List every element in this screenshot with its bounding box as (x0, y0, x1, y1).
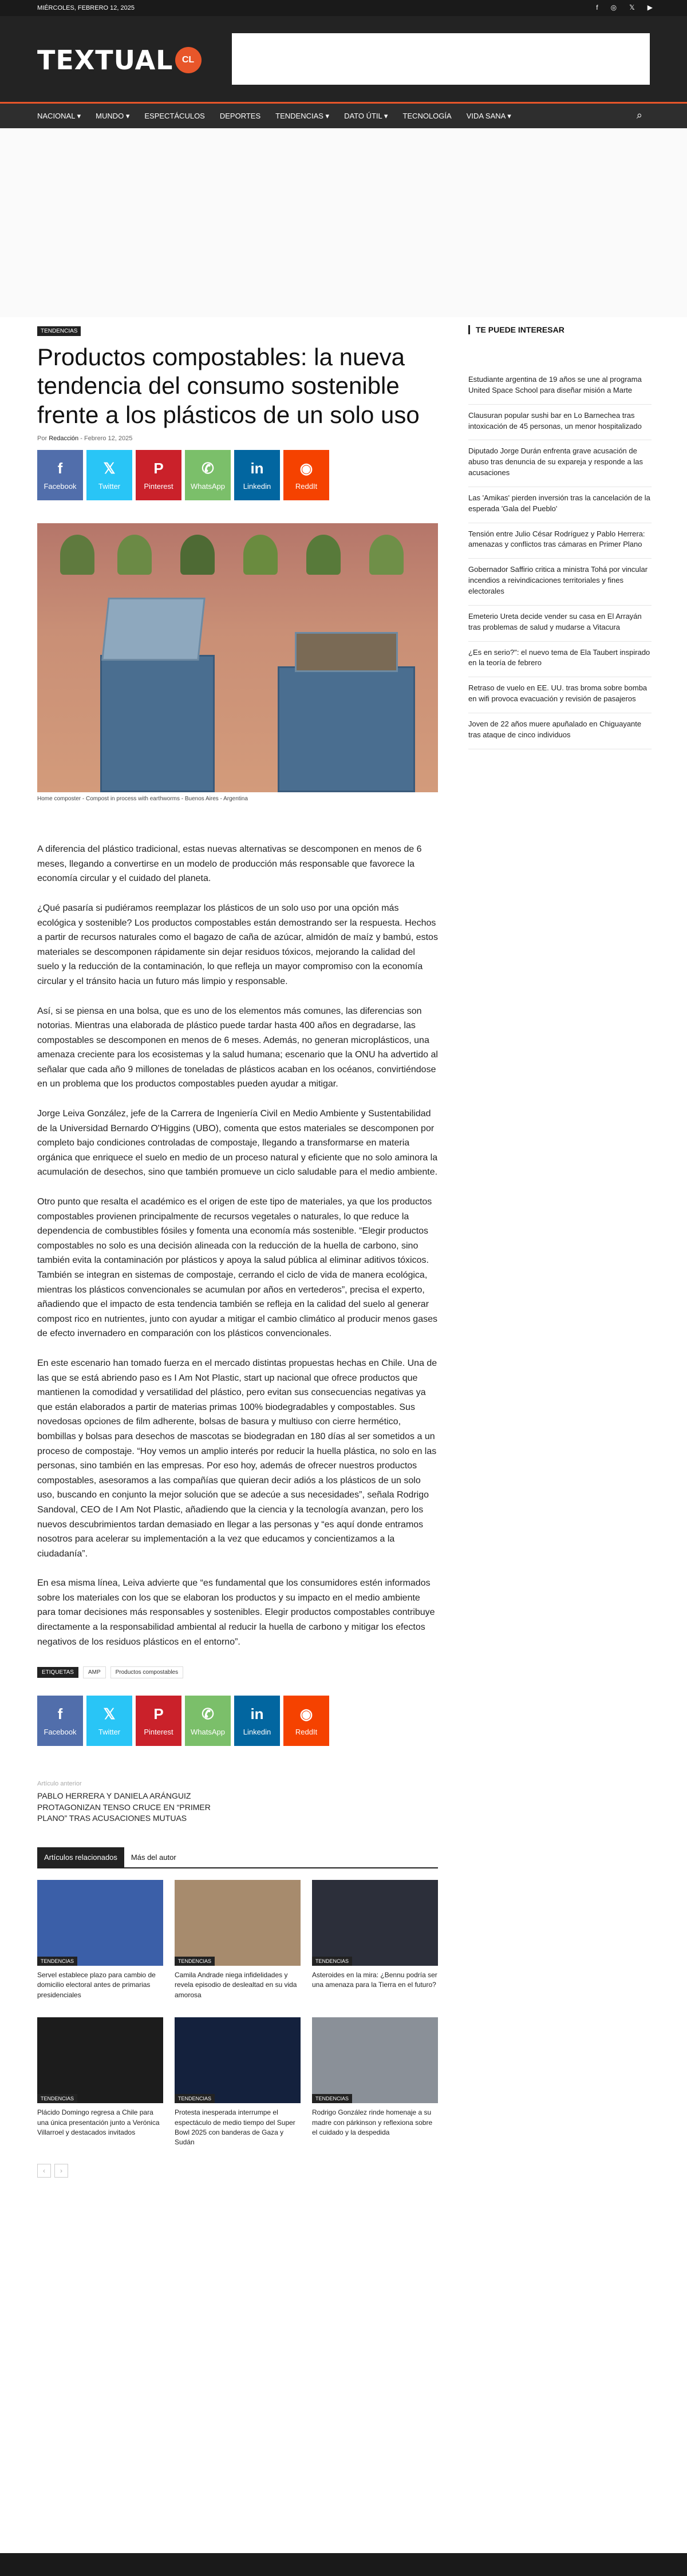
related-thumbnail[interactable]: TENDENCIAS (312, 1880, 438, 1966)
share-pinterest-button[interactable]: P Pinterest (136, 1696, 181, 1746)
sidebar-link[interactable]: Gobernador Saffirio critica a ministra Tohá por vincular incendios a reivindicaciones territoriales y fines electorales (468, 559, 652, 606)
paragraph: Jorge Leiva González, jefe de la Carrera de Ingeniería Civil en Medio Ambiente y Sustentabilidad de la Universidad Bernardo O'Higgins (UBO), comenta que estos materiales se descomponen por completo bajo condiciones controladas de compostaje, llegando a transformarse en materia orgánica que enriquece el suelo en medio de un proceso natural y eficiente que no solo aminora la acumulación de desechos, sino que también promueve un ciclo saludable para el medio ambiente. (37, 1109, 438, 1178)
pinterest-icon: P (153, 460, 164, 477)
related-title[interactable]: Servel establece plazo para cambio de domicilio electoral antes de primarias presidenciales (37, 1971, 156, 1999)
youtube-icon[interactable]: ▶ (647, 3, 653, 11)
related-card[interactable] (37, 2017, 163, 2148)
sidebar (468, 325, 652, 749)
paragraph: Otro punto que resalta el académico es el origen de este tipo de materiales, ya que los productos compostables provienen principalmente de recursos vegetales o naturales, lo que reduce la dependencia de combustibles fósiles y fomenta una economía más sostenible. “Elegir productos compostables no solo es una decisión alineada con la reducción de la huella de carbono, sino también evita la contaminación por plásticos y apoya la salud pública al eliminar aditivos tóxicos. También se integran en sistemas de compostaje, cerrando el ciclo de vida de manera ecológica, mientras los plásticos convencionales se acumulan por años en vertederos”, precisa el experto, añadiendo que el impacto de esta tendencia también se refleja en la calidad del suelo al generar compost rico en nutrientes, junto con ayudar a mitigar el cambio climático al producir menos gases de efecto invernadero en comparación con los plásticos convencionales. (37, 1197, 437, 1339)
share-facebook-button[interactable]: f Facebook (37, 450, 83, 500)
share-buttons-top (37, 450, 438, 500)
site-header (0, 16, 687, 102)
related-title[interactable]: Camila Andrade niega infidelidades y revela episodio de deslealtad en su vida amorosa (175, 1971, 297, 1999)
linkedin-icon: in (250, 460, 264, 477)
sidebar-link[interactable]: Diputado Jorge Durán enfrenta grave acusación de abuso tras denuncia de su expareja y responde a las acusaciones (468, 440, 652, 487)
related-pager (37, 2164, 438, 2178)
related-card[interactable] (175, 2017, 301, 2148)
share-twitter-button[interactable]: 𝕏 Twitter (86, 1696, 132, 1746)
top-bar (0, 0, 687, 16)
whatsapp-icon: ✆ (202, 460, 214, 477)
sidebar-link[interactable]: Tensión entre Julio César Rodríguez y Pablo Herrera: amenazas y conflictos tras cámaras en Primer Plano (468, 523, 652, 559)
related-card[interactable] (37, 1880, 163, 2000)
share-buttons-bottom (37, 1696, 438, 1746)
paragraph: En este escenario han tomado fuerza en el mercado distintas propuestas hechas en Chile. Una de las que se está abriendo paso es I Am Not Plastic, start up nacional que ofrece productos que mantienen la comodidad y versatilidad del plástico, pero evitan sus consecuencias negativas ya que están elaborados a partir de materias primas 100% biodegradables y compostables. Sus novedosas opciones de film adherente, bolsas de basura y multiuso con cierre hermético, bombillas y bolsas para desechos de mascotas se biodegradan en 180 días al ser sometidos a un proceso de compostaje. “Hoy vemos un amplio interés por reducir la huella plástica, no solo en las personas, sino también en las empresas. Por eso hoy, además de ofrecer nuestros productos compostables, asesoramos a las compañías que quieran decir adiós a los plásticos de un solo uso, buscando en conjunto la mejor solución que se adecúe a sus necesidades”, señala Rodrigo Sandoval, CEO de I Am Not Plastic, añadiendo que la ciencia y la tecnología avanzan, pero los nuevos descubrimientos tardan demasiado en llegar a las personas y “es aquí donde entramos nosotros para acelerar su implementación a la vez que educamos y concientizamos a la ciudadanía”. (37, 1358, 437, 1559)
share-linkedin-button[interactable]: in Linkedin (234, 1696, 280, 1746)
main-nav (0, 102, 687, 128)
logo-text: TEXTUAL (37, 45, 173, 76)
nav-item-nacional[interactable]: NACIONAL ▾ (37, 112, 81, 120)
prev-page-button[interactable]: ‹ (37, 2164, 51, 2178)
sidebar-heading: TE PUEDE INTERESAR (468, 325, 652, 334)
share-twitter-button[interactable]: 𝕏 Twitter (86, 450, 132, 500)
social-links (596, 3, 653, 11)
related-card[interactable] (175, 1880, 301, 2000)
author-link[interactable]: Redacción (49, 435, 79, 442)
related-title[interactable]: Protesta inesperada interrumpe el espectáculo de medio tiempo del Super Bowl 2025 con banderas de Gaza y Sudán (175, 2108, 295, 2147)
previous-article-label: Artículo anterior (37, 1780, 82, 1788)
sidebar-link[interactable]: Emeterio Ureta decide vender su casa en El Arrayán tras problemas de salud y mudarse a Vitacura (468, 606, 652, 642)
current-date: MIÉRCOLES, FEBRERO 12, 2025 (37, 5, 135, 11)
x-icon: 𝕏 (103, 460, 116, 477)
facebook-icon: f (57, 1705, 63, 1723)
share-pinterest-button[interactable]: P Pinterest (136, 450, 181, 500)
whatsapp-icon: ✆ (202, 1705, 214, 1723)
image-caption: Home composter - Compost in process with earthworms - Buenos Aires - Argentina (37, 796, 248, 803)
related-card[interactable] (312, 2017, 438, 2148)
related-card[interactable] (312, 1880, 438, 2000)
instagram-icon[interactable]: ◎ (610, 3, 617, 11)
related-thumbnail[interactable]: TENDENCIAS (175, 1880, 301, 1966)
related-title[interactable]: Plácido Domingo regresa a Chile para una única presentación junto a Verónica Villarroel y destacados invitados (37, 2108, 160, 2136)
share-reddit-button[interactable]: ◉ ReddIt (283, 1696, 329, 1746)
nav-item-tecnologia[interactable]: TECNOLOGÍA (402, 112, 452, 120)
tags (37, 1666, 438, 1678)
site-logo[interactable] (37, 45, 202, 76)
facebook-icon[interactable]: f (596, 3, 598, 11)
sidebar-link[interactable]: Joven de 22 años muere apuñalado en Chiguayante tras ataque de cinco individuos (468, 713, 652, 749)
paragraph: ¿Qué pasaría si pudiéramos reemplazar los plásticos de un solo uso por una opción más ecológica y sostenible? Los productos compostables están demostrando ser la respuesta. Hechos a partir de recursos naturales como el bagazo de caña de azúcar, almidón de maíz y bambú, estos materiales se descomponen rápidamente sin dejar residuos tóxicos, mejorando la calidad del suelo y la reducción de la contaminación, lo que refleja un mayor compromiso con la economía circular y el tránsito hacia un futuro más limpio y responsable. (37, 903, 438, 986)
linkedin-icon: in (250, 1705, 264, 1723)
header-ad-banner[interactable] (232, 33, 650, 85)
sidebar-link[interactable]: Las 'Amikas' pierden inversión tras la cancelación de la esperada 'Gala del Pueblo' (468, 487, 652, 523)
related-articles (37, 1847, 438, 2178)
sidebar-link[interactable]: Retraso de vuelo en EE. UU. tras broma sobre bomba en wifi provoca evacuación y revisión de pasajeros (468, 677, 652, 713)
article-meta: Por Redacción - Febrero 12, 2025 (37, 435, 133, 442)
sidebar-link[interactable]: Estudiante argentina de 19 años se une al programa United Space School para diseñar misión a Marte (468, 369, 652, 405)
share-reddit-button[interactable]: ◉ ReddIt (283, 450, 329, 500)
nav-item-espectaculos[interactable]: ESPECTÁCULOS (144, 112, 205, 120)
share-facebook-button[interactable]: f Facebook (37, 1696, 83, 1746)
featured-image (37, 523, 438, 792)
nav-item-dato-util[interactable]: DATO ÚTIL ▾ (344, 112, 388, 120)
related-title[interactable]: Asteroides en la mira: ¿Bennu podría ser una amenaza para la Tierra en el futuro? (312, 1971, 437, 1989)
tag-link[interactable]: AMP (83, 1666, 106, 1678)
article (37, 325, 438, 2178)
category-tag[interactable]: TENDENCIAS (37, 326, 81, 336)
sidebar-link[interactable]: ¿Es en serio?": el nuevo tema de Ela Taubert inspirado en la teoría de febrero (468, 642, 652, 678)
tag-link[interactable]: Productos compostables (110, 1666, 184, 1678)
search-icon[interactable]: ⌕ (636, 109, 642, 121)
nav-item-deportes[interactable]: DEPORTES (219, 112, 261, 120)
article-body (37, 842, 438, 1649)
related-title[interactable]: Rodrigo González rinde homenaje a su madre con párkinson y reflexiona sobre el cuidado y la despedida (312, 2108, 433, 2136)
tab-related[interactable]: Artículos relacionados (37, 1847, 124, 1867)
related-thumbnail[interactable]: TENDENCIAS (175, 2017, 301, 2103)
share-whatsapp-button[interactable]: ✆ WhatsApp (185, 1696, 231, 1746)
tags-label: ETIQUETAS (37, 1667, 78, 1678)
article-date: Febrero 12, 2025 (84, 435, 133, 442)
reddit-icon: ◉ (299, 460, 313, 477)
share-linkedin-button[interactable]: in Linkedin (234, 450, 280, 500)
facebook-icon: f (57, 460, 63, 477)
logo-badge: CL (175, 47, 202, 73)
paragraph: En esa misma línea, Leiva advierte que “es fundamental que los consumidores estén informados sobre los materiales con los que se elaboran los productos y su impacto en el medio ambiente para tomar decisiones más responsables y sostenibles. Elegir productos compostables contribuye directamente a la responsabilidad ambiental al reducir la huella de carbono y mitigar los efectos negativos de los residuos plásticos en el entorno”. (37, 1578, 435, 1647)
x-icon: 𝕏 (103, 1705, 116, 1723)
previous-article-link[interactable]: PABLO HERRERA Y DANIELA ARÁNGUIZ PROTAGONIZAN TENSO CRUCE EN “PRIMER PLANO” TRAS ACUSACIONES MUTUAS (37, 1791, 211, 1823)
pinterest-icon: P (153, 1705, 164, 1723)
share-whatsapp-button[interactable]: ✆ WhatsApp (185, 450, 231, 500)
sidebar-link[interactable]: Clausuran popular sushi bar en Lo Barnechea tras intoxicación de 45 personas, un menor hospitalizado (468, 405, 652, 441)
related-thumbnail[interactable]: TENDENCIAS (37, 2017, 163, 2103)
nav-item-tendencias[interactable]: TENDENCIAS ▾ (275, 112, 330, 120)
next-page-button[interactable]: › (54, 2164, 68, 2178)
tab-more-from-author[interactable]: Más del autor (131, 1853, 176, 1862)
paragraph: A diferencia del plástico tradicional, estas nuevas alternativas se descomponen en menos de 6 meses, llegando a convertirse en un modelo de producción más responsable que favorece la economía circular y el cuidado del planeta. (37, 844, 422, 884)
nav-item-mundo[interactable]: MUNDO ▾ (96, 112, 130, 120)
related-thumbnail[interactable]: TENDENCIAS (312, 2017, 438, 2103)
article-title: Productos compostables: la nueva tendencia del consumo sostenible frente a los plásticos de un solo uso (37, 343, 420, 428)
related-thumbnail[interactable]: TENDENCIAS (37, 1880, 163, 1966)
ad-space (0, 128, 687, 317)
footer (0, 2553, 687, 2576)
reddit-icon: ◉ (299, 1705, 313, 1723)
x-icon[interactable]: 𝕏 (629, 3, 635, 11)
paragraph: Así, si se piensa en una bolsa, que es uno de los elementos más comunes, las diferencias son notorias. Mientras una elaborada de plástico puede tardar hasta 400 años en degradarse, las compostables se descomponen en menos de 6 meses. Además, no generan microplásticos, una amenaza creciente para los ecosistemas y la salud humana; escenario que la ONU ha advertido al señalar que cada año 9 millones de toneladas de plásticos acaban en los océanos, convirtiéndose en un problema que los productos compostables pueden ayudar a mitigar. (37, 1006, 438, 1089)
nav-item-vida-sana[interactable]: VIDA SANA ▾ (466, 112, 511, 120)
